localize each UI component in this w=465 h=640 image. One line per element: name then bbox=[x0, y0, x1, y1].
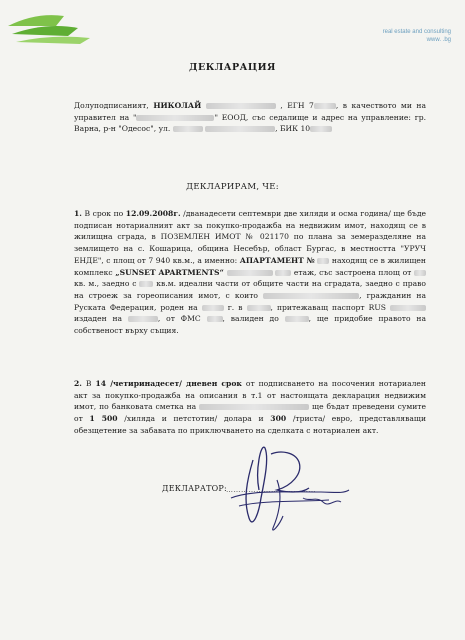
clause-1-text-5: кв. м., заедно с bbox=[74, 279, 140, 289]
handwritten-signature bbox=[225, 440, 355, 540]
apartment-label: АПАРТАМЕНТ № bbox=[239, 255, 315, 265]
clause-2-number: 2. bbox=[74, 379, 82, 388]
clause-1-text-3: находящ се в жилищен комплекс bbox=[74, 255, 426, 277]
redacted-surname bbox=[206, 103, 276, 109]
clause-1 bbox=[74, 208, 426, 337]
payment-term: 14 /четиринадесет/ дневен срок bbox=[95, 379, 242, 388]
redacted-birth-place bbox=[247, 305, 271, 311]
clause-1-text-8: г. в bbox=[223, 302, 247, 312]
clause-2-text-4: /хиляда и петстотин/ долара и bbox=[117, 414, 271, 424]
redacted-apt-no bbox=[317, 258, 329, 264]
clause-2-text-3: ще бъдат преведени сумите от bbox=[74, 402, 426, 424]
document-title: ДЕКЛАРАЦИЯ bbox=[189, 62, 276, 73]
redacted-bik bbox=[310, 126, 332, 132]
website-url: www. .bg bbox=[426, 37, 451, 43]
redacted-buyer-name bbox=[263, 293, 359, 299]
redacted-valid-date bbox=[285, 316, 309, 322]
redacted-area bbox=[414, 270, 426, 276]
clause-1-text-13: , ще придобие правото на собственост върху същия. bbox=[74, 314, 426, 336]
redacted-issue-date bbox=[128, 316, 158, 322]
clause-2-text-2: от подписването на посочения нотариален акт за покупко-продажба на описания в т.1 от настоящата декларация недвижим имот, по банковата сметка на bbox=[74, 379, 426, 412]
clause-1-text-10: издаден на bbox=[74, 314, 128, 324]
clause-1-text-12: , валиден до bbox=[222, 314, 285, 324]
intro-paragraph bbox=[74, 100, 426, 135]
clause-1-text-1: В срок по bbox=[81, 209, 126, 218]
intro-text-2: , ЕГН 7 bbox=[275, 101, 314, 110]
tagline-text: real estate and consulting bbox=[382, 29, 451, 35]
clause-1-text-4: етаж, със застроена площ от bbox=[291, 267, 414, 277]
signature-line: ……………………………… bbox=[226, 486, 316, 494]
redacted-street bbox=[173, 126, 203, 132]
clause-1-text-2: /дванадесети септември две хиляди и осма година/ ще бъде подписан нотариалният акт за покупко-продажба на недвижим имот, находящ се в жилищна сграда, в ПОЗЕМЛЕН ИМОТ № 021170 по плана за земеразделяне на землището на с. Кошарица, община Несебър, област Бургас, в местността "УРУЧ ЕНДЕ", с площ от 7 940 кв.м., а именно: bbox=[74, 209, 426, 265]
amount-eur: 300 bbox=[270, 414, 287, 424]
redacted-address bbox=[205, 126, 275, 132]
clause-1-text-11: , от ФМС bbox=[157, 314, 207, 324]
redacted-floor bbox=[275, 270, 291, 276]
clause-1-text-9: , притежаващ паспорт RUS bbox=[270, 302, 390, 312]
amount-usd: 1 500 bbox=[89, 414, 118, 424]
declarant-name: НИКОЛАЙ bbox=[153, 101, 202, 110]
redacted-birth-date bbox=[202, 305, 224, 311]
redacted-shared-area bbox=[139, 281, 153, 287]
redacted-fms-no bbox=[207, 316, 223, 322]
clause-1-text-6: кв.м. идеални части от общите части на сградата, заедно с право на строеж за гореописания имот, с които bbox=[74, 279, 426, 300]
declare-heading: ДЕКЛАРИРАМ, ЧЕ: bbox=[186, 182, 279, 192]
clause-2 bbox=[74, 378, 426, 437]
redacted-section bbox=[227, 270, 273, 276]
clause-2-text-5: /триста/ евро, представляващи обезщетение за забавата по приключването на сделката с нотариален акт. bbox=[74, 414, 426, 435]
declarant-label: ДЕКЛАРАТОР: bbox=[162, 484, 227, 493]
company-tagline bbox=[383, 28, 451, 44]
company-logo bbox=[6, 4, 106, 46]
complex-name: „SUNSET APARTMENTS“ bbox=[115, 267, 224, 277]
redacted-bank-account bbox=[199, 404, 309, 410]
clause-2-text-1: В bbox=[81, 379, 96, 388]
deal-date: 12.09.2008г. bbox=[125, 209, 181, 218]
redacted-passport-no bbox=[390, 305, 426, 311]
intro-text-1: Долуподписаният, bbox=[74, 101, 154, 110]
clause-1-text-7: , гражданин на Руската Федерация, роден на bbox=[74, 290, 426, 312]
intro-text-3: , в качеството ми на управител на " bbox=[74, 101, 427, 122]
intro-text-4: " ЕООД, със седалище и адрес на управление: гр. Варна, р-н "Одесос", ул. bbox=[74, 112, 427, 134]
redacted-company bbox=[136, 115, 214, 121]
redacted-egn bbox=[314, 103, 336, 109]
clause-1-number: 1. bbox=[74, 209, 82, 218]
intro-text-5: , БИК 10 bbox=[275, 124, 311, 134]
